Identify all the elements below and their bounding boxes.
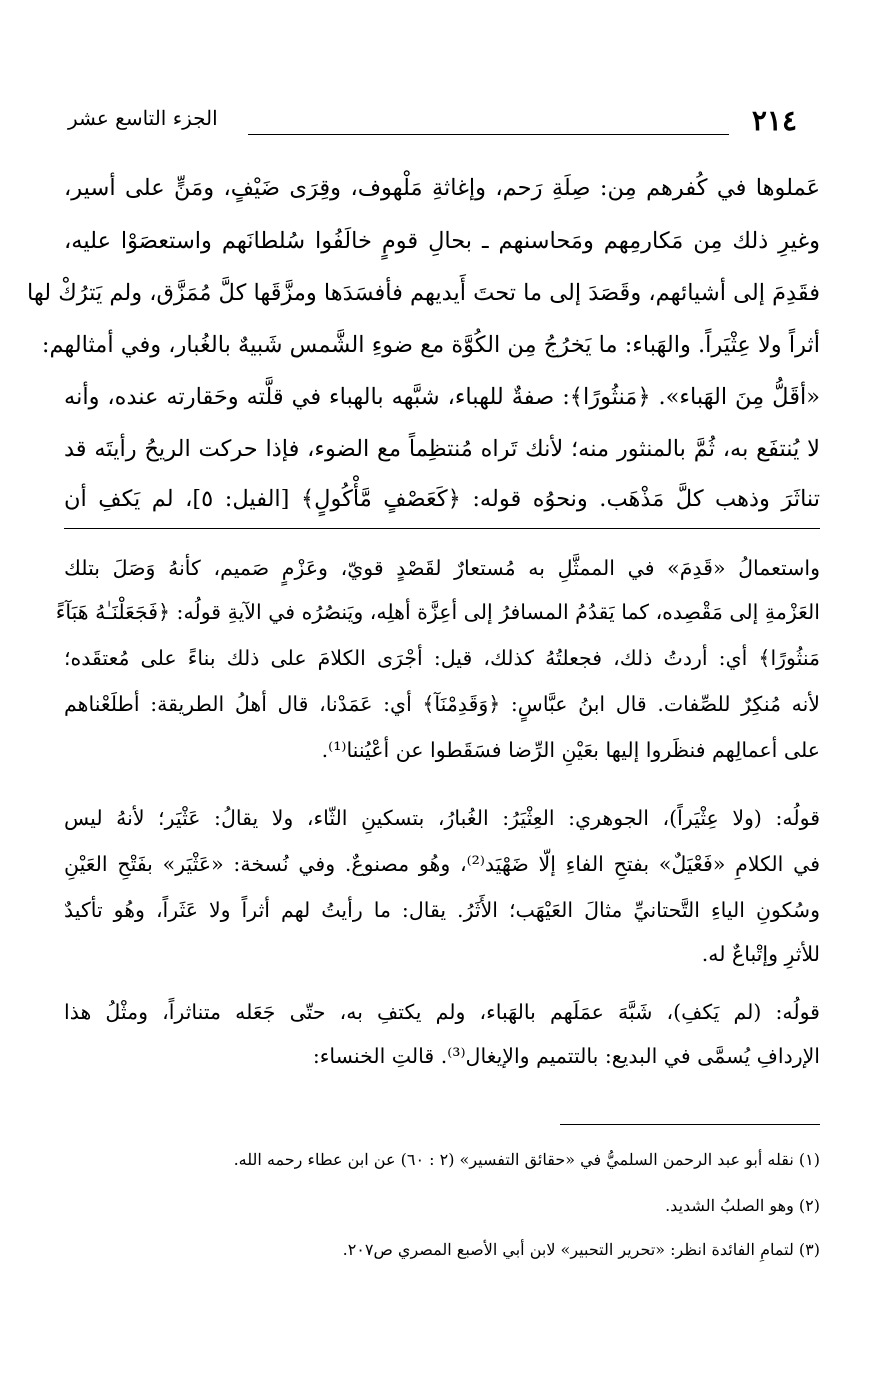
footnote-divider xyxy=(560,1124,820,1125)
commentary-line: قولُه: (ولا عِثْيَراً)، الجوهري: العِثْيَرُ: الغُبارُ، بتسكينِ الثّاء، ولا يقالُ: عَثْيَر؛ لأنهُ ليس xyxy=(64,806,820,830)
running-title: الجزء التاسع عشر xyxy=(68,106,218,130)
footnote-3: (٣) لتمامِ الفائدة انظر: «تحرير التحبير» لابن أبي الأصبع المصري ص٢٠٧. xyxy=(342,1240,820,1259)
page-header xyxy=(68,100,797,146)
commentary-line: على أعمالِهم فنظَروا إليها بعَيْنِ الرِّضا فسَقَطوا عن أعْيُننا⁽¹⁾. xyxy=(321,738,820,762)
main-line: وغيرِ ذلك مِن مَكارمِهم ومَحاسنهم ـ بحالِ قومٍ خالَفُوا سُلطانَهم واستعصَوْا عليه، xyxy=(64,228,820,254)
commentary-line: وسُكونِ الياءِ التَّحتانيِّ مثالَ العَيْهَب؛ الأَثَرُ. يقال: ما رأيتُ لهم أثراً ولا عَثَراً، وهُو تأكيدٌ xyxy=(64,898,820,922)
footnote-1: (١) نقله أبو عبد الرحمن السلميُّ في «حقائق التفسير» (٢ : ٦٠) عن ابن عطاء رحمه الله. xyxy=(233,1150,820,1169)
main-line: لا يُنتفَع به، ثُمَّ بالمنثور منه؛ لأنك تَراه مُنتظِماً مع الضوء، فإذا حركت الريحُ رأيتَه قد xyxy=(64,436,820,462)
main-line: عَملوها في كُفرهم مِن: صِلَةِ رَحم، وإغاثةِ مَلْهوف، وقِرَى ضَيْفٍ، ومَنٍّ على أسير، xyxy=(64,175,820,201)
commentary-line: مَنثُورًا﴾ أي: أردتُ ذلك، فجعلتُهُ كذلك، قيل: أجْرَى الكلامَ على ذلك بناءً على مُعتقَده؛ xyxy=(64,646,820,670)
commentary-line: في الكلامِ «فَعْيَلٌ» بفتحِ الفاءِ إلّا ضَهْيَد⁽²⁾، وهُو مصنوعٌ. وفي نُسخة: «عَثْيَر» بفَتْحِ العَيْنِ xyxy=(64,852,820,876)
main-line: «أقَلُّ مِنَ الهَباء». ﴿مَنثُورًا﴾: صفةٌ للهباء، شبَّهه بالهباء في قلَّته وحَقارته عنده، وأنه xyxy=(64,384,820,410)
header-rule xyxy=(248,134,729,135)
commentary-line: للأثرِ وإتْباعٌ له. xyxy=(701,942,820,966)
commentary-line: واستعمالُ «قَدِمَ» في الممثَّلِ به مُستعارٌ لقَصْدٍ قويّ، وعَزْمٍ صَميم، كأنهُ وَصَلَ بتلك xyxy=(64,556,820,580)
commentary-line: قولُه: (لم يَكفِ)، شَبَّهَ عمَلَهم بالهَباء، ولم يكتفِ به، حتّى جَعَله متناثراً، ومثْلُ هذا xyxy=(64,1000,820,1024)
main-commentary-divider xyxy=(64,528,820,529)
main-line: فقَدِمَ إلى أشيائهم، وقَصَدَ إلى ما تحتَ أَيديهم فأفسَدَها ومزَّقَها كلَّ مُمَزَّق، ولم يَترُكْ لها xyxy=(26,280,820,306)
footnote-2: (٢) وهو الصلبُ الشديد. xyxy=(665,1196,820,1215)
commentary-line: العَزْمةِ إلى مَقْصِده، كما يَقدُمُ المسافرُ إلى أعِزَّة أهلِه، ويَنصُرُه في الآيةِ قولُه: ﴿فَجَعَلْنَـٰهُ هَبَآءً xyxy=(55,600,820,624)
main-line: تناثَرَ وذهب كلَّ مَذْهَب. ونحوُه قوله: ﴿كَعَصْفٍ مَّأْكُولٍ﴾ [الفيل: ٥]، لم يَكفِ أن xyxy=(64,486,820,512)
main-line: أثراً ولا عِثْيَراً. والهَباء: ما يَخرُجُ مِن الكُوَّة مع ضوءِ الشَّمس شَبيهٌ بالغُبار، وفي أمثالهم: xyxy=(41,332,820,358)
page-number: ٢١٤ xyxy=(751,104,797,137)
commentary-line: لأنه مُنكِرٌ للصِّفات. قال ابنُ عبَّاسٍ: ﴿وَقَدِمْنَآ﴾ أي: عَمَدْنا، قال أهلُ الطريقة: أطلَعْناهم xyxy=(64,692,820,716)
commentary-line: الإردافِ يُسمَّى في البديع: بالتتميم والإيغال⁽³⁾. قالتِ الخنساء: xyxy=(312,1044,820,1068)
